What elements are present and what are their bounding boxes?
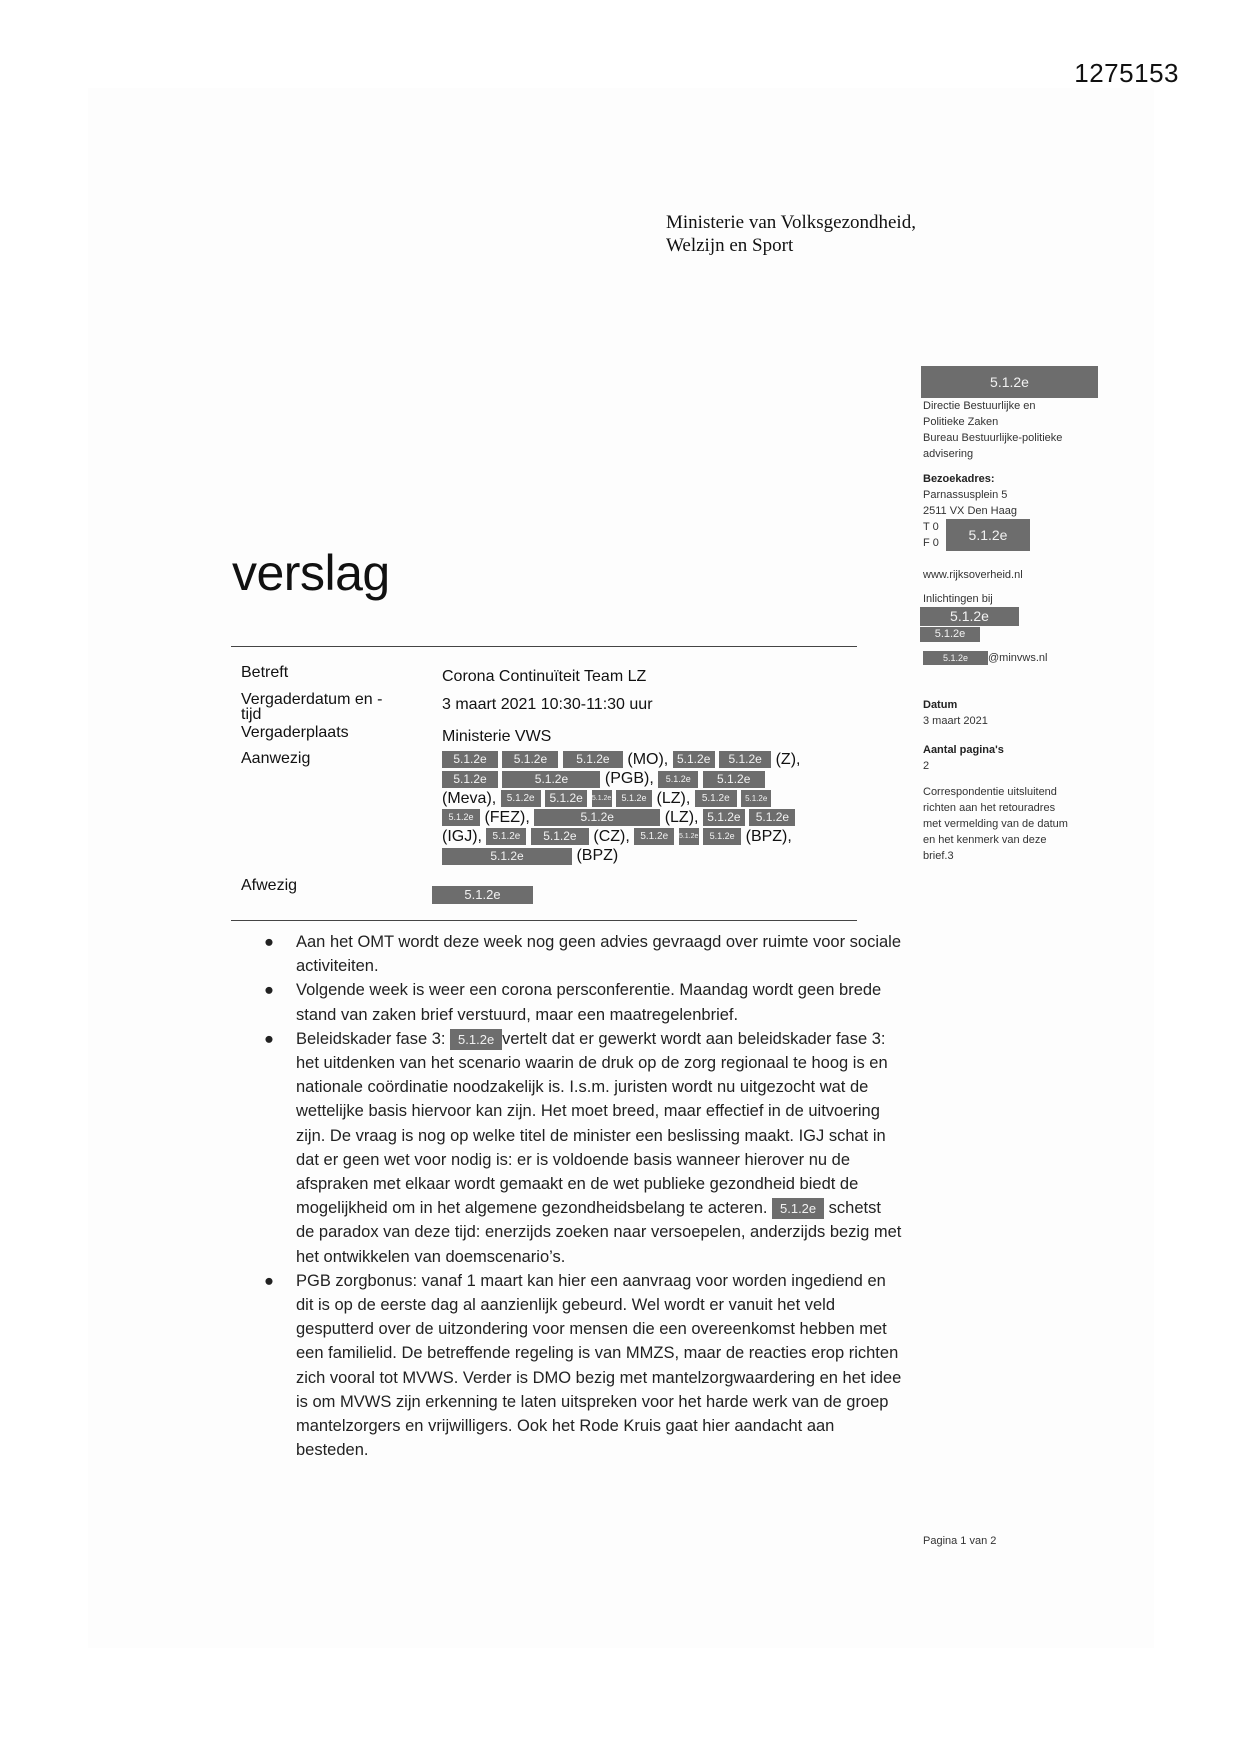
document-id: 1275153 (1074, 58, 1179, 88)
ministry-name-line-2: Welzijn en Sport (666, 235, 794, 256)
sidebar-dept-line: advisering (923, 448, 974, 460)
sidebar-dept-line: Bureau Bestuurlijke-politieke (923, 432, 1063, 444)
minutes-body (262, 930, 902, 1462)
subject-value: Corona Continuïteit Team LZ (442, 668, 647, 685)
attendee-dept: (MO), (627, 751, 669, 768)
attendee-dept: (LZ), (656, 789, 691, 807)
redaction-box: 5.1.2e (741, 790, 771, 807)
redaction-box: 5.1.2e (563, 751, 623, 768)
bullet-text: Beleidskader fase 3: (296, 1029, 446, 1048)
bullet-icon: ● (264, 1029, 274, 1048)
redaction-box: 5.1.2e (592, 790, 612, 807)
visit-address-heading: Bezoekadres: (923, 473, 995, 485)
redaction-box: 5.1.2e (679, 828, 699, 845)
sidebar-pages (923, 742, 1004, 774)
note-line: Correspondentie uitsluitend (923, 786, 1057, 798)
bullet-item (262, 930, 902, 978)
redaction-box: 5.1.2e (442, 848, 572, 865)
datetime-label (241, 692, 382, 722)
attendee-dept: (IGJ), (442, 828, 482, 846)
correspondence-note (923, 784, 1068, 864)
redaction-box: 5.1.2e (486, 828, 526, 845)
attendee-dept: (PGB), (604, 770, 654, 788)
redaction-box: 5.1.2e (703, 828, 741, 845)
attendee-dept: (CZ), (593, 828, 630, 846)
email-line (923, 651, 1047, 665)
sidebar-dept-line: Directie Bestuurlijke en (923, 400, 1036, 412)
attendee-dept: (Meva), (442, 789, 497, 807)
attendee-dept: (Z), (775, 751, 801, 768)
pages-heading: Aantal pagina's (923, 744, 1004, 756)
redaction-box: 5.1.2e (501, 790, 541, 807)
datetime-label-line: Vergaderdatum en - (241, 691, 383, 708)
redaction-box: 5.1.2e (534, 809, 660, 826)
attendees-list (442, 750, 862, 866)
note-line: met vermelding van de datum (923, 818, 1068, 830)
redaction-box: 5.1.2e (432, 886, 533, 904)
redaction-box: 5.1.2e (616, 790, 652, 807)
info-heading: Inlichtingen bij (923, 593, 993, 605)
ministry-name-line-1: Ministerie van Volksgezondheid, (666, 212, 916, 233)
redaction-box: 5.1.2e (442, 809, 480, 826)
sidebar-department (923, 398, 1062, 462)
phone-line: T 0 (923, 521, 939, 533)
attendee-dept: (BPZ), (745, 828, 792, 846)
pages-value: 2 (923, 760, 930, 772)
subject-label: Betreft (241, 664, 289, 681)
note-line: richten aan het retouradres (923, 802, 1056, 814)
page-number: Pagina 1 van 2 (923, 1535, 997, 1547)
redaction-box: 5.1.2e (634, 828, 674, 845)
redaction-box: 5.1.2e (703, 771, 765, 788)
bullet-text: Aan het OMT wordt deze week nog geen advies gevraagd over ruimte voor sociale activiteiten. (296, 933, 902, 976)
sidebar-date (923, 697, 988, 729)
redaction-box: 5.1.2e (502, 771, 600, 788)
bullet-icon: ● (264, 1271, 274, 1290)
bullet-item (262, 1027, 902, 1269)
note-line: brief.3 (923, 850, 954, 862)
absent-label: Afwezig (241, 877, 298, 894)
redaction-box: 5.1.2e (920, 627, 980, 642)
redaction-box: 5.1.2e (658, 771, 698, 788)
sidebar-dept-line: Politieke Zaken (923, 416, 999, 428)
redaction-box: 5.1.2e (442, 771, 498, 788)
redaction-box: 5.1.2e (749, 809, 795, 826)
redaction-box: 5.1.2e (442, 751, 498, 768)
bottom-divider (231, 920, 857, 921)
website-link[interactable]: www.rijksoverheid.nl (923, 569, 1023, 581)
place-label: Vergaderplaats (241, 724, 349, 741)
email-domain: @minvws.nl (988, 651, 1048, 664)
datetime-value: 3 maart 2021 10:30-11:30 uur (442, 696, 653, 713)
redaction-box: 5.1.2e (946, 519, 1030, 551)
attendee-dept: (BPZ) (576, 847, 619, 865)
address-line: 2511 VX Den Haag (923, 505, 1017, 517)
address-line: Parnassusplein 5 (923, 489, 1008, 501)
redaction-box: 5.1.2e (545, 790, 587, 807)
redaction-box: 5.1.2e (502, 751, 558, 768)
bullet-icon: ● (264, 981, 274, 1000)
redaction-box: 5.1.2e (531, 828, 589, 845)
redaction-box: 5.1.2e (920, 607, 1019, 626)
redaction-box: 5.1.2e (923, 651, 988, 665)
note-line: en het kenmerk van deze (923, 834, 1047, 846)
datetime-label-line: tijd (241, 706, 262, 723)
place-value: Ministerie VWS (442, 728, 552, 745)
document-title: verslag (232, 545, 390, 601)
bullet-icon: ● (264, 933, 274, 951)
bullet-item (262, 1269, 902, 1463)
fax-line: F 0 (923, 537, 939, 549)
bullet-item (262, 978, 902, 1026)
bullet-text: schetst de paradox van deze tijd: enerzijds zoeken naar versoepelen, anderzijds bezig met het ontwikkelen van doemscenario’s. (296, 1199, 902, 1266)
ministry-logo-text (666, 211, 916, 257)
date-heading: Datum (923, 699, 958, 711)
redaction-box: 5.1.2e (772, 1198, 824, 1219)
redaction-box: 5.1.2e (450, 1029, 502, 1050)
attendee-dept: (FEZ), (484, 808, 530, 826)
redaction-box: 5.1.2e (703, 809, 745, 826)
redaction-box: 5.1.2e (921, 366, 1098, 398)
bullet-text: vertelt dat er gewerkt wordt aan beleidskader fase 3: het uitdenken van het scenario waarin de druk op de zorg regionaal te hoog is en nationale coördinatie noodzakelijk is. I.s.m. juristen wordt nu uitgezocht wat de wettelijke basis hiervoor kan zijn. Het moet breed, maar effectief in de uitvoering zijn. De vraag is nog op welke titel de minister een beslissing maakt. IGJ schat in dat er geen wet voor nodig is: er is voldoende basis wanneer hierover nu de afspraken met elkaar wordt gemaakt en de wet publieke gezondheid biedt de mogelijkheid om in het algemene gezondheidsbelang te acteren. (296, 1029, 888, 1218)
redaction-box: 5.1.2e (673, 751, 715, 768)
date-value: 3 maart 2021 (923, 715, 988, 727)
redaction-box: 5.1.2e (719, 751, 771, 768)
present-label: Aanwezig (241, 750, 311, 767)
attendee-dept: (LZ), (664, 808, 699, 826)
bullet-text: PGB zorgbonus: vanaf 1 maart kan hier een aanvraag voor worden ingediend en dit is op de eerste dag al aanzienlijk gebeurd. Wel wordt er vanuit het veld gesputterd over de uitzondering voor mensen die een overeenkomst hebben met een familielid. De betreffende regeling is van MMZS, maar de reacties erop richten zich vooral tot MVWS. Verder is DMO bezig met mantelzorgwaardering en het idee is om MVWS zijn erkenning te laten uitspreken voor het harde werk van de groep mantelzorgers en vrijwilligers. Ook het Rode Kruis gaat hier aandacht aan besteden. (296, 1271, 902, 1460)
top-divider (231, 646, 857, 647)
redaction-box: 5.1.2e (695, 790, 737, 807)
bullet-text: Volgende week is weer een corona persconferentie. Maandag wordt geen brede stand van zaken brief verstuurd, maar een maatregelenbrief. (296, 981, 882, 1024)
